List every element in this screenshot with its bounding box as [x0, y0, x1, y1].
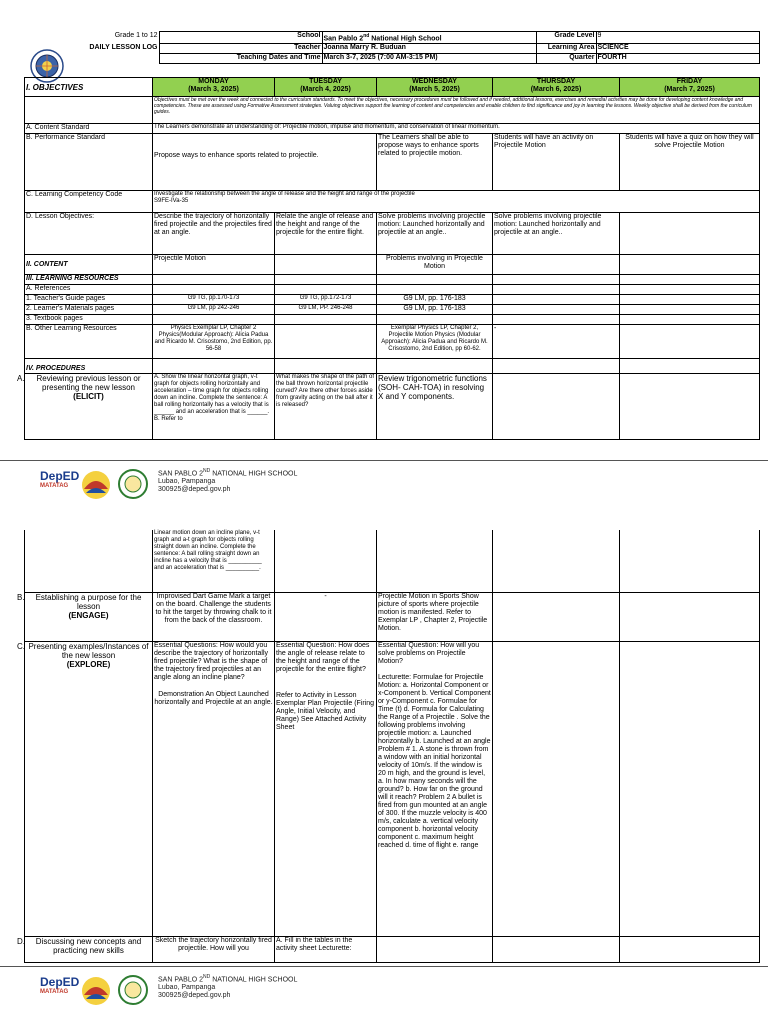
lm-mon: G9 LM, pp 242-246 [153, 305, 275, 315]
footer-page2 [0, 966, 768, 1023]
proc-a-label: Reviewing previous lesson or presenting the new lesson [36, 374, 141, 392]
deped-logo-2 [40, 975, 79, 995]
footer-text [158, 467, 297, 494]
dates-label: Teaching Dates and Time [159, 54, 322, 64]
quarter-label: Quarter [536, 54, 596, 64]
deped-logo [40, 469, 79, 489]
proc-b-phase: (ENGAGE) [68, 610, 109, 620]
lm-label: 2. Learner's Materials pages [25, 305, 153, 315]
proc-a-phase: (ELICIT) [73, 392, 104, 401]
performance-standard-wed: The Learners shall be able to propose ways to enhance sports related to projectile motion. [377, 134, 493, 191]
dates-value: March 3-7, 2025 (7:00 AM-3:15 PM) [322, 54, 536, 64]
proc-c-wed-question: Essential Question: How will you solve problems on Projectile Motion? [378, 641, 480, 665]
performance-standard-fri: Students will have a quiz on how they will solve Projectile Motion [620, 134, 760, 191]
learning-area-value: SCIENCE [596, 44, 759, 54]
other-resources-wed: Exemplar Physics LP, Chapter 2, Projectile Motion Physics (Modular Approach): Alicia Padua and Ricardo M. Crisostomo, 2nd Edition, pp 60-62. [377, 325, 493, 359]
proc-a-letter: A. [17, 374, 25, 383]
footer-town-2: Lubao, Pampanga [158, 984, 216, 992]
proc-d-label: Discussing new concepts and practicing new skills [35, 936, 142, 955]
footer-email: 300925@deped.gov.ph [158, 486, 231, 494]
content-mon: Projectile Motion [153, 255, 275, 275]
dll-table-page2 [17, 530, 760, 963]
other-resources-thu: - [493, 325, 620, 359]
school-seal-logo [118, 469, 148, 504]
proc-b-mon: Improvised Dart Game Mark a target on the board. Challenge the students to hit the target by throwing chalk to it from the back of the classroom. [153, 592, 275, 641]
proc-d-letter: D. [17, 936, 25, 946]
proc-b-tue: - [275, 592, 377, 641]
objectives-note: Objectives must be met over the week and connected to the curriculum standards. To meet the objectives, necessary procedures must be followed and if needed, additional lessons, exercises and remedial activities may be done for developing content knowledge and competencies. These are assessed using Formative Assessment strategies. Valuing objectives support the learning of content and competencies and enable children to find significance and joy in learning the lessons. Weekly objective shall be derived from the curriculum guides. [153, 97, 760, 124]
learning-area-label: Learning Area [536, 44, 596, 54]
lesson-objectives-thu: Solve problems involving projectile motion: Launched horizontally and projectile at an angle.. [493, 213, 620, 255]
proc-c-wed-lecturette: Lecturette: Formulae for Projectile Motion: a. Horizontal Component or x-Component b. Vertical Component or y-Component c. Formulae for Time (t) d. Formula for Calculating the Range of a Projectile . Solve the following problems involving projectile motion: a. Launched horizontally b. Launched at an angle Problem # 1. A stone is thrown from a window with an initial horizontal velocity of 10m/s. If the window is 20 m high, and the ground is level, a. In how many seconds will the ground? b. How far on the ground will it reach? Problem 2 A bullet is fired from gun mounted at an angle of 300. If the muzzle velocity is 400 m/s, calculate a. vertical velocity component b. horizontal velocity component c. maximum height reached d. time of flight e. range [378, 673, 491, 849]
proc-a-wed: Review trigonometric functions (SOH- CAH-TOA) in resolving X and Y components. [377, 374, 493, 440]
other-resources-label: B. Other Learning Resources [25, 325, 153, 359]
lm-tue: G9 LM, PP. 246-248 [275, 305, 377, 315]
footer-email-2: 300925@deped.gov.ph [158, 992, 231, 1000]
proc-a-mon-cont: Linear motion down an incline plane, v-t graph and a-t graph for objects rolling straight down an incline. Complete the sentence: A ball rolling straight down an incline has a velocity that is __________ and an acceleration that is __________. [153, 530, 275, 592]
performance-standard-value: Propose ways to enhance sports related to projectile. [153, 134, 377, 191]
proc-c-tue-ref: Refer to Activity in Lesson Exemplar Plan Projectile (Firing Angle, Initial Velocity, and Range) See Attached Activity Sheet [276, 691, 375, 731]
teacher-value: Joanna Marry R. Buduan [322, 44, 536, 54]
matatag-wordmark-2: MATATAG [40, 989, 69, 995]
matatag-wordmark: MATATAG [40, 483, 69, 489]
day-header-thursday: THURSDAY (March 6, 2025) [493, 78, 620, 97]
footer-page1 [0, 460, 768, 517]
grades-label: Grade 1 to 12 [114, 31, 158, 39]
deped-wordmark: DepED [40, 469, 80, 483]
proc-b-label: Establishing a purpose for the lesson [35, 592, 142, 611]
grade-level-label: Grade Level [536, 32, 596, 44]
competency-label: C. Learning Competency Code [25, 191, 153, 213]
footer-school: SAN PABLO 2ND NATIONAL HIGH SCHOOL [158, 468, 298, 478]
content-standard-label: A. Content Standard [25, 124, 153, 134]
proc-a-label-cell [17, 374, 153, 440]
day-header-wednesday: WEDNESDAY (March 5, 2025) [377, 78, 493, 97]
proc-c-tue [275, 641, 377, 936]
lesson-objectives-wed: Solve problems involving projectile motion: Launched horizontally and projectile at an angle.. [377, 213, 493, 255]
proc-d-label-cell [17, 936, 153, 962]
deped-wordmark-2: DepED [40, 975, 80, 989]
footer-town: Lubao, Pampanga [158, 478, 216, 486]
day-header-monday: MONDAY (March 3, 2025) [153, 78, 275, 97]
bagong-pilipinas-logo [80, 469, 112, 506]
teacher-label: Teacher [159, 44, 322, 54]
log-title: DAILY LESSON LOG [89, 43, 158, 51]
proc-c-phase: (EXPLORE) [66, 659, 111, 669]
header-table [24, 31, 760, 64]
proc-d-tue: A. Fill in the tables in the activity sheet Lecturette: [275, 936, 377, 962]
proc-c-label-cell [17, 641, 153, 936]
quarter-value: FOURTH [596, 54, 759, 64]
grade-level-value: 9 [596, 32, 759, 44]
proc-c-letter: C. [17, 641, 25, 651]
proc-b-wed: Projectile Motion in Sports Show picture of sports where projectile motion is manifested. Refer to Exemplar LP , Chapter 2, Projectile Motion. [377, 592, 493, 641]
lesson-objectives-mon: Describe the trajectory of horizontally fired projectile and the projectiles fired at an angle. [153, 213, 275, 255]
performance-standard-thu: Students will have an activity on Projectile Motion [493, 134, 620, 191]
lesson-objectives-label: D. Lesson Objectives: [25, 213, 153, 255]
procedures-heading: IV. PROCEDURES [25, 359, 153, 374]
proc-d-mon: Sketch the trajectory horizontally fired projectile. How will you [153, 936, 275, 962]
lm-wed: G9 LM, pp. 176-183 [377, 305, 493, 315]
proc-b-letter: B. [17, 592, 25, 602]
resources-heading: III. LEARNING RESOURCES [25, 275, 153, 285]
day-header-tuesday: TUESDAY (March 4, 2025) [275, 78, 377, 97]
content-standard-value: The Learners demonstrate an understanding of: Projectile motion, impulse and momentum, and conservation of linear momentum. [153, 124, 760, 134]
school-seal-logo-2 [118, 975, 148, 1010]
lesson-objectives-tue: Relate the angle of release and the height and range of the projectile for the entire flight. [275, 213, 377, 255]
proc-c-tue-question: Essential Question: How does the angle of release relate to the height and range of the projectile for the entire flight? [276, 641, 370, 673]
proc-b-label-cell [17, 592, 153, 641]
proc-c-mon-question: Essential Questions: How would you describe the trajectory of horizontally fired projectile? What is the shape of the trajectory fired projectiles at an angle along an incline plane? [154, 641, 268, 681]
footer-school-2: SAN PABLO 2ND NATIONAL HIGH SCHOOL [158, 974, 298, 984]
proc-c-mon [153, 641, 275, 936]
school-value: San Pablo 2nd National High School [322, 32, 536, 44]
objectives-heading: I. OBJECTIVES [25, 78, 153, 97]
textbook-label: 3. Textbook pages [25, 315, 153, 325]
content-wed: Problems involving in Projectile Motion [377, 255, 493, 275]
proc-a-mon: A. Show the linear horizontal graph, v-t graph for objects rolling horizontally and acceleration – time graph for objects rolling down an incline. Complete the sentence: A ball rolling horizontally has a velocity that is ______ and an acceleration that is ______. B. Refer to [153, 374, 275, 440]
references-label: A. References [25, 285, 153, 295]
day-header-friday: FRIDAY (March 7, 2025) [620, 78, 760, 97]
tg-tue: G9 TG, pp.172-173 [275, 295, 377, 305]
tg-wed: G9 LM, pp. 176-183 [377, 295, 493, 305]
proc-c-mon-demo: Demonstration An Object Launched horizontally and Projectile at an angle. [154, 690, 273, 706]
performance-standard-label: B. Performance Standard [25, 134, 153, 191]
tg-mon: G9 TG, pp.170-173 [153, 295, 275, 305]
tg-label: 1. Teacher's Guide pages [25, 295, 153, 305]
school-label: School [159, 32, 322, 44]
proc-c-wed [377, 641, 493, 936]
other-resources-mon: Physics Exemplar LP, Chapter 2 Physics(Modular Approach): Alicia Padua and Ricardo M. Crisostomo, 2nd Edition, pp. 56-58 [153, 325, 275, 359]
content-heading: II. CONTENT [25, 255, 153, 275]
proc-a-tue: What makes the shape of the path of the ball thrown horizontal projectile curved? Are there other forces aside from gravity acting on the ball after it is released? [275, 374, 377, 440]
proc-c-label: Presenting examples/Instances of the new lesson [28, 641, 149, 660]
competency-value: Investigate the relationship between the angle of release and the height and range of the projectile S9FE-IVa-35 [153, 191, 760, 213]
bagong-pilipinas-logo-2 [80, 975, 112, 1012]
dll-table-page1 [17, 77, 760, 440]
footer-text-2 [158, 973, 297, 1000]
